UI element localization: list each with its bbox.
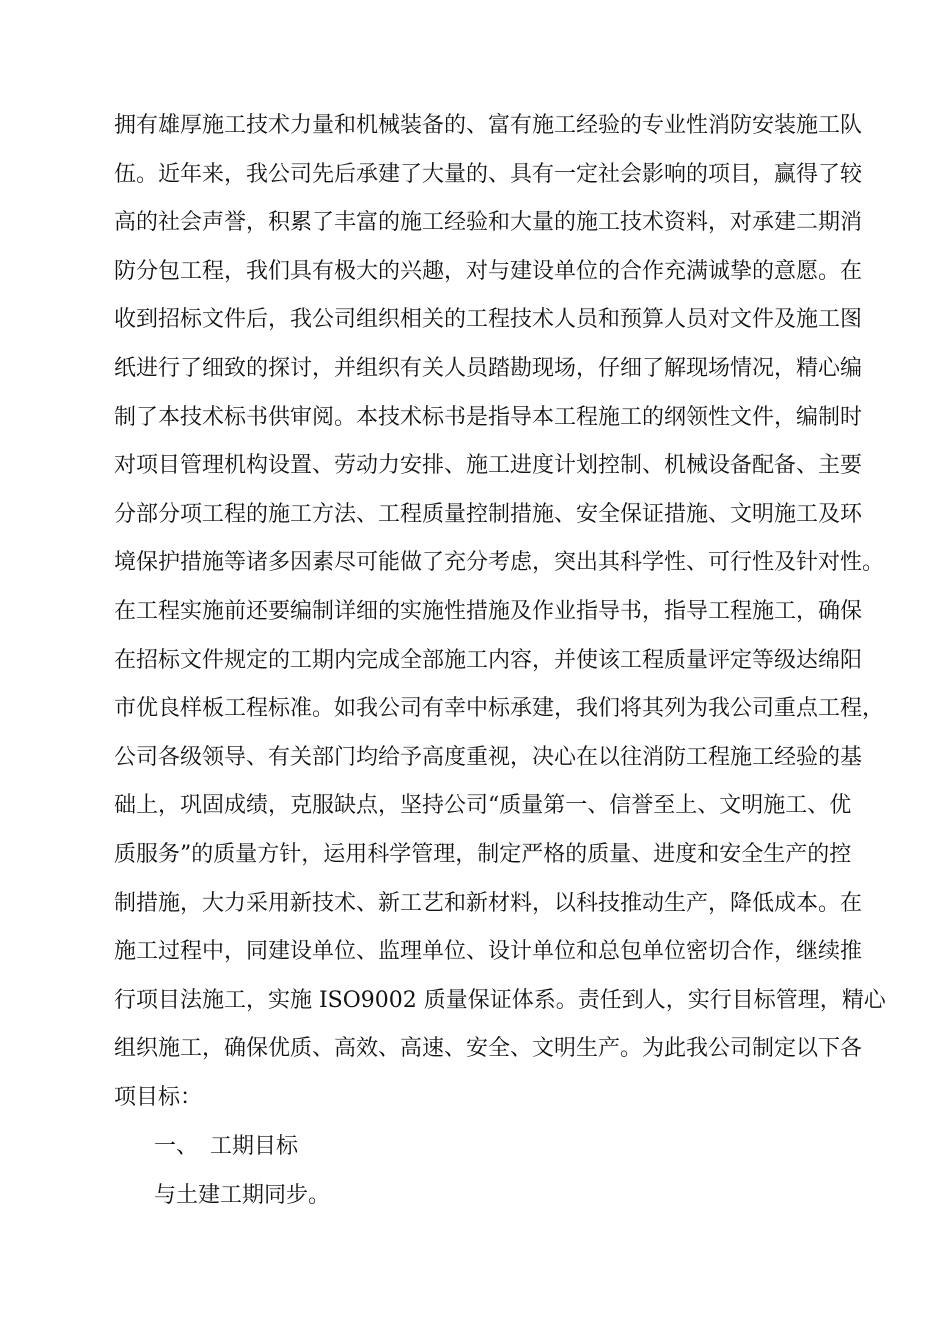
paragraph-line: 境保护措施等诸多因素尽可能做了充分考虑，突出其科学性、可行性及针对性。 xyxy=(114,550,885,576)
paragraph-line: 在工程实施前还要编制详细的实施性措施及作业指导书，指导工程施工，确保 xyxy=(114,598,863,624)
paragraph-line: 市优良样板工程标准。如我公司有幸中标承建，我们将其列为我公司重点工程， xyxy=(114,696,885,722)
section-title: 工期目标 xyxy=(210,1134,299,1160)
paragraph-line: 质服务”的质量方针，运用科学管理，制定严格的质量、进度和安全生产的控 xyxy=(114,841,852,867)
section-body: 与土建工期同步。 xyxy=(154,1183,331,1209)
paragraph-line: 公司各级领导、有关部门均给予高度重视，决心在以往消防工程施工经验的基 xyxy=(114,744,863,770)
paragraph-line: 制了本技术标书供审阅。本技术标书是指导本工程施工的纲领性文件，编制时 xyxy=(114,404,863,430)
section-number: 一、 xyxy=(154,1134,199,1160)
paragraph-line: 拥有雄厚施工技术力量和机械装备的、富有施工经验的专业性消防安装施工队 xyxy=(114,113,863,138)
paragraph-line: 项目标： xyxy=(114,1084,203,1110)
section-heading xyxy=(114,1122,874,1172)
paragraph-line: 组织施工，确保优质、高效、高速、安全、文明生产。为此我公司制定以下各 xyxy=(114,1036,863,1062)
paragraph-line: 防分包工程，我们具有极大的兴趣，对与建设单位的合作充满诚挚的意愿。在 xyxy=(114,258,863,284)
document-body xyxy=(114,102,886,1220)
paragraph-line: 高的社会声誉，积累了丰富的施工经验和大量的施工技术资料，对承建二期消 xyxy=(114,210,863,236)
intro-paragraph xyxy=(114,102,886,1122)
paragraph-line: 收到招标文件后，我公司组织相关的工程技术人员和预算人员对文件及施工图 xyxy=(114,307,863,333)
paragraph-line: 行项目法施工，实施 ISO9002 质量保证体系。责任到人，实行目标管理，精心 xyxy=(114,987,886,1013)
paragraph-line: 在招标文件规定的工期内完成全部施工内容，并使该工程质量评定等级达绵阳 xyxy=(114,647,863,673)
paragraph-line: 分部分项工程的施工方法、工程质量控制措施、安全保证措施、文明施工及环 xyxy=(114,501,863,527)
paragraph-line: 伍。近年来，我公司先后承建了大量的、具有一定社会影响的项目，赢得了较 xyxy=(114,161,863,187)
paragraph-line: 础上，巩固成绩，克服缺点，坚持公司“质量第一、信誉至上、文明施工、优 xyxy=(114,793,852,819)
paragraph-line: 对项目管理机构设置、劳动力安排、施工进度计划控制、机械设备配备、主要 xyxy=(114,453,863,479)
paragraph-line: 制措施，大力采用新技术、新工艺和新材料，以科技推动生产，降低成本。在 xyxy=(114,890,863,916)
paragraph-line: 施工过程中，同建设单位、监理单位、设计单位和总包单位密切合作，继续推 xyxy=(114,939,863,965)
paragraph-line: 纸进行了细致的探讨，并组织有关人员踏勘现场，仔细了解现场情况，精心编 xyxy=(114,355,863,381)
